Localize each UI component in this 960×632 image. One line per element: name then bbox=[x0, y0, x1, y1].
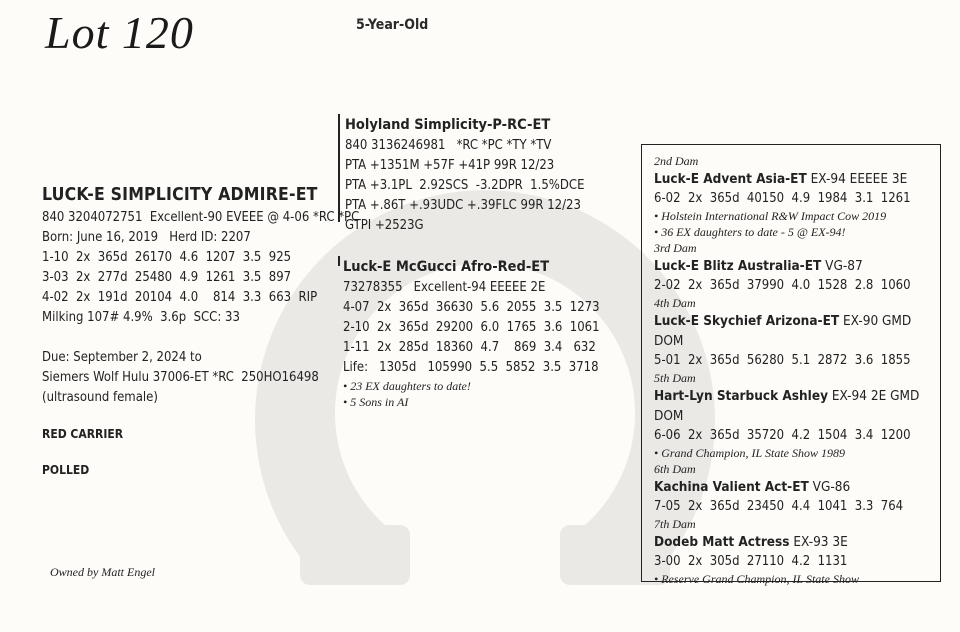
dam-name: Hart-Lyn Starbuck Ashley bbox=[654, 388, 828, 404]
dam-score: EX-94 2E GMD DOM bbox=[654, 388, 920, 424]
animal-id-line: 840 3204072751 Excellent-90 EVEEE @ 4-06 *RC *PC bbox=[42, 210, 360, 225]
animal-name: LUCK-E SIMPLICITY ADMIRE-ET bbox=[42, 185, 318, 205]
dam-note: • Holstein International R&W Impact Cow 2019 bbox=[654, 209, 887, 223]
sire-gtpi-line: GTPI +2523G bbox=[345, 218, 424, 233]
sire-name: Holyland Simplicity-P-RC-ET bbox=[345, 117, 551, 133]
mgs-note: • 23 EX daughters to date! bbox=[343, 379, 471, 393]
dam-score: VG-87 bbox=[821, 258, 863, 274]
dam-record: 2-02 2x 365d 37990 4.0 1528 2.8 1060 bbox=[654, 278, 911, 293]
due-date-line: Due: September 2, 2024 to bbox=[42, 350, 202, 365]
dam-generation-label: 3rd Dam bbox=[654, 241, 697, 255]
mgs-record-line: 4-07 2x 365d 36630 5.6 2055 3.5 1273 bbox=[343, 300, 600, 315]
dam-name-line bbox=[654, 386, 940, 426]
dam-record: 6-02 2x 365d 40150 4.9 1984 3.1 1261 bbox=[654, 191, 911, 206]
lot-title: Lot 120 bbox=[45, 7, 194, 58]
mgs-record-line: 1-11 2x 285d 18360 4.7 869 3.4 632 bbox=[343, 340, 596, 355]
polled-label: POLLED bbox=[42, 463, 90, 477]
dam-generation-label: 7th Dam bbox=[654, 517, 696, 531]
dam-note: • 36 EX daughters to date - 5 @ EX-94! bbox=[654, 225, 846, 239]
dam-record: 6-06 2x 365d 35720 4.2 1504 3.4 1200 bbox=[654, 428, 911, 443]
due-ultrasound-line: (ultrasound female) bbox=[42, 390, 158, 405]
dam-name-line bbox=[654, 169, 940, 189]
owner-line: Owned by Matt Engel bbox=[50, 565, 155, 579]
sire-id-line: 840 3136246981 *RC *PC *TY *TV bbox=[345, 138, 552, 153]
dam-score: EX-90 GMD DOM bbox=[654, 313, 912, 349]
dam-name: Dodeb Matt Actress bbox=[654, 534, 790, 550]
dam-name: Luck-E Advent Asia-ET bbox=[654, 171, 807, 187]
dam-score: EX-94 EEEEE 3E bbox=[806, 171, 908, 187]
sire-info bbox=[338, 114, 605, 233]
dam-name-line bbox=[654, 311, 940, 351]
dam-name: Kachina Valient Act-ET bbox=[654, 479, 809, 495]
dam-record: 5-01 2x 365d 56280 5.1 2872 3.6 1855 bbox=[654, 353, 911, 368]
due-sire-line: Siemers Wolf Hulu 37006-ET *RC 250HO16498 bbox=[42, 370, 319, 385]
dam-generation-label: 2nd Dam bbox=[654, 154, 699, 168]
dam-generation-label: 6th Dam bbox=[654, 462, 696, 476]
sire-pta-line: PTA +3.1PL 2.92SCS -3.2DPR 1.5%DCE bbox=[345, 178, 585, 193]
dam-name: Luck-E Skychief Arizona-ET bbox=[654, 313, 840, 329]
animal-record-line: 1-10 2x 365d 26170 4.6 1207 3.5 925 bbox=[42, 250, 292, 265]
animal-born-line: Born: June 16, 2019 Herd ID: 2207 bbox=[42, 230, 251, 245]
mgs-lifetime-line: Life: 1305d 105990 5.5 5852 3.5 3718 bbox=[343, 360, 599, 375]
mgs-record-line: 2-10 2x 365d 29200 6.0 1765 3.6 1061 bbox=[343, 320, 600, 335]
sire-pta-line: PTA +1351M +57F +41P 99R 12/23 bbox=[345, 158, 555, 173]
mgs-id-line: 73278355 Excellent-94 EEEEE 2E bbox=[343, 280, 546, 295]
age-label: 5-Year-Old bbox=[356, 17, 429, 33]
dam-name-line bbox=[654, 532, 940, 552]
sire-pta-line: PTA +.86T +.93UDC +.39FLC 99R 12/23 bbox=[345, 198, 581, 213]
dam-note: • Reserve Grand Champion, IL State Show bbox=[654, 572, 859, 586]
dam-note: • Grand Champion, IL State Show 1989 bbox=[654, 446, 845, 460]
dam-score: VG-86 bbox=[808, 479, 851, 495]
mgs-name: Luck-E McGucci Afro-Red-ET bbox=[343, 259, 550, 275]
dam-name: Luck-E Blitz Australia-ET bbox=[654, 258, 822, 274]
dam-name-line bbox=[654, 477, 940, 497]
dam-generation-label: 4th Dam bbox=[654, 296, 696, 310]
animal-milking-line: Milking 107# 4.9% 3.6p SCC: 33 bbox=[42, 310, 240, 325]
dam-record: 7-05 2x 365d 23450 4.4 1041 3.3 764 bbox=[654, 499, 904, 514]
due-info bbox=[42, 348, 342, 408]
animal-record-line: 3-03 2x 277d 25480 4.9 1261 3.5 897 bbox=[42, 270, 292, 285]
maternal-grandsire-info bbox=[343, 256, 603, 410]
dam-score: EX-93 3E bbox=[789, 534, 848, 550]
animal-record-line: 4-02 2x 191d 20104 4.0 814 3.3 663 RIP bbox=[42, 290, 318, 305]
dam-pedigree-box bbox=[641, 144, 941, 586]
red-carrier-label: RED CARRIER bbox=[42, 427, 124, 441]
mgs-note: • 5 Sons in AI bbox=[343, 395, 409, 409]
dam-generation-label: 5th Dam bbox=[654, 371, 696, 385]
animal-info bbox=[42, 182, 360, 328]
dam-name-line bbox=[654, 256, 940, 276]
dam-record: 3-00 2x 305d 27110 4.2 1131 bbox=[654, 554, 848, 569]
